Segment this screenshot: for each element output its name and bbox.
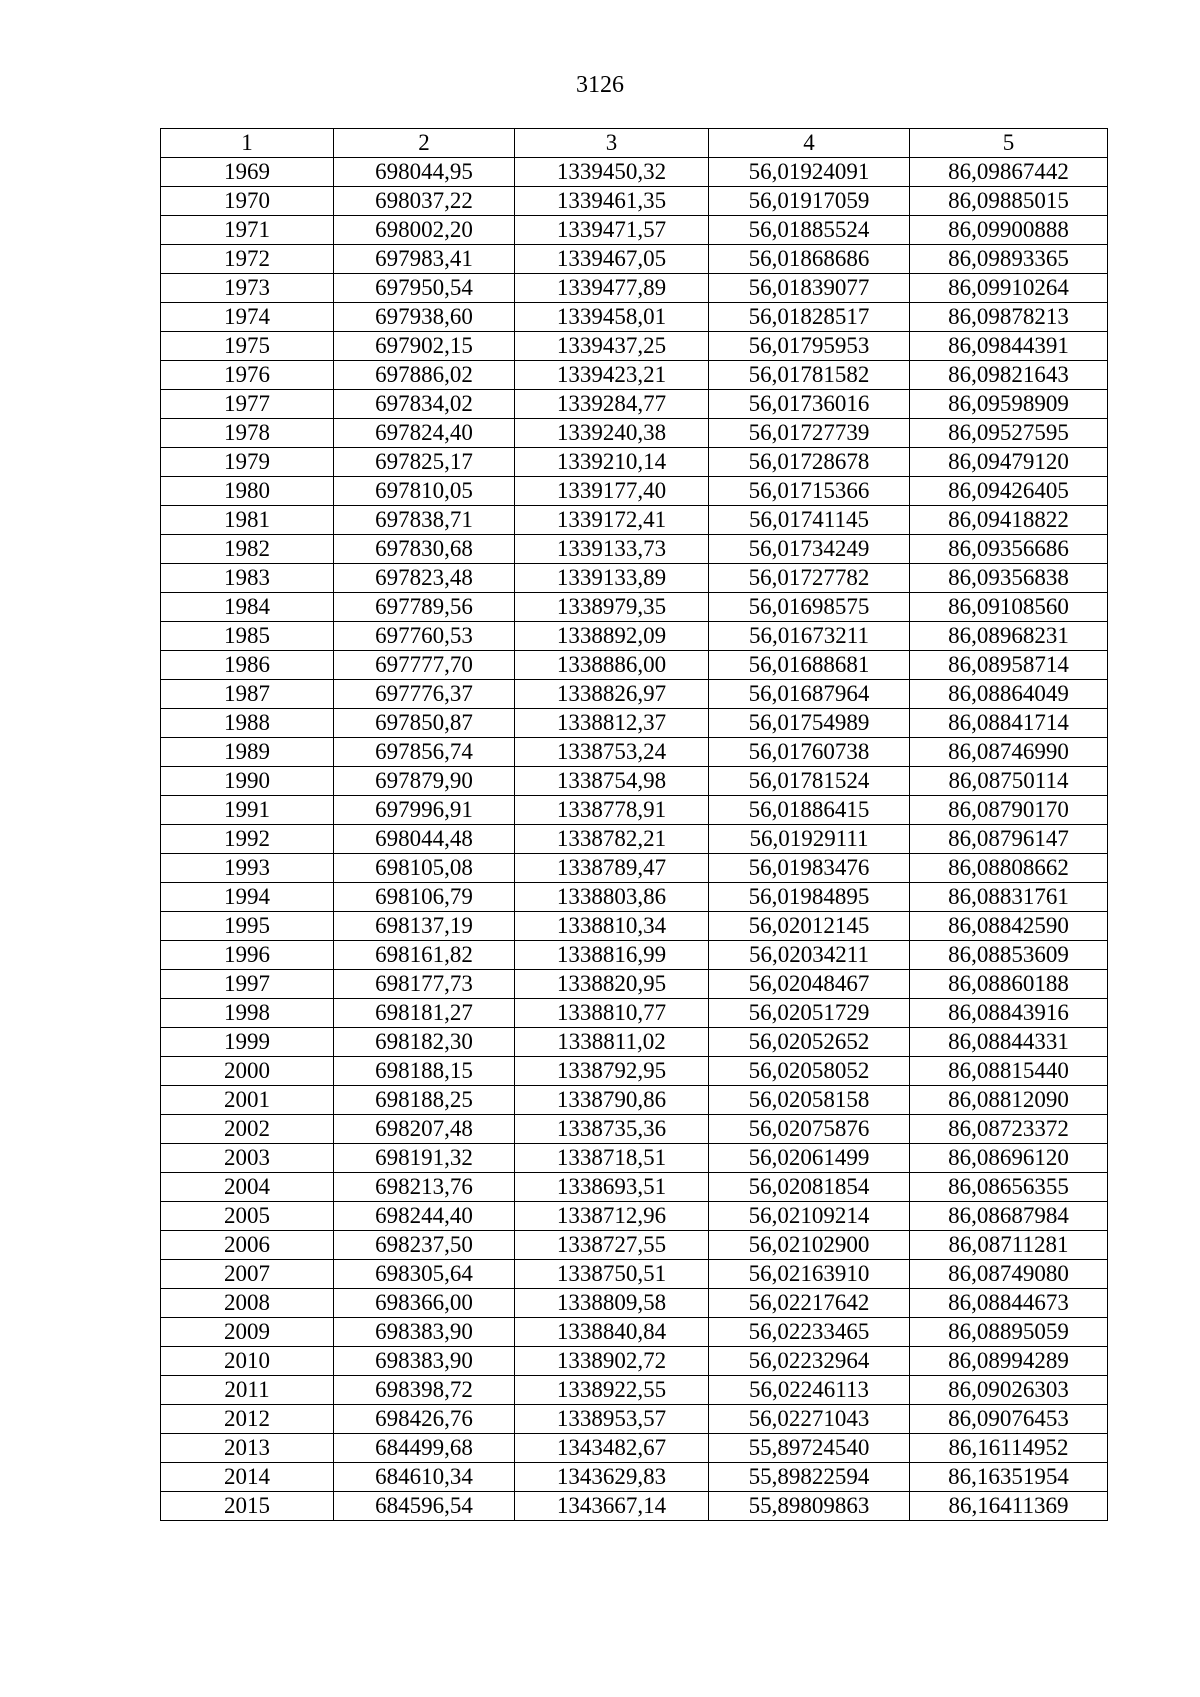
table-cell-col-5: 86,08831761 [910,883,1108,912]
table-row [161,1115,1108,1144]
table-cell-col-5: 86,08696120 [910,1144,1108,1173]
table-cell-col-2: 698398,72 [334,1376,515,1405]
table-cell-col-5: 86,09418822 [910,506,1108,535]
table-body [161,158,1108,1521]
table-cell-col-3: 1339210,14 [515,448,709,477]
table-cell-col-1: 2008 [161,1289,334,1318]
table-cell-col-3: 1339423,21 [515,361,709,390]
table-cell-col-2: 697856,74 [334,738,515,767]
table-cell-col-1: 2011 [161,1376,334,1405]
table-cell-col-2: 698207,48 [334,1115,515,1144]
table-cell-col-4: 56,01781524 [709,767,910,796]
table-row [161,535,1108,564]
table-cell-col-4: 56,02051729 [709,999,910,1028]
table-cell-col-4: 56,02058158 [709,1086,910,1115]
table-row [161,1463,1108,1492]
table-cell-col-5: 86,09867442 [910,158,1108,187]
table-row [161,1144,1108,1173]
table-cell-col-1: 2004 [161,1173,334,1202]
table-cell-col-2: 684610,34 [334,1463,515,1492]
table-cell-col-3: 1338953,57 [515,1405,709,1434]
table-cell-col-5: 86,09844391 [910,332,1108,361]
table-cell-col-3: 1338840,84 [515,1318,709,1347]
table-cell-col-4: 56,02048467 [709,970,910,999]
table-cell-col-5: 86,09893365 [910,245,1108,274]
table-cell-col-1: 1976 [161,361,334,390]
table-cell-col-1: 1978 [161,419,334,448]
table-cell-col-1: 1980 [161,477,334,506]
column-header-1: 1 [161,129,334,158]
table-cell-col-3: 1339467,05 [515,245,709,274]
table-cell-col-5: 86,08808662 [910,854,1108,883]
table-row [161,1376,1108,1405]
table-cell-col-5: 86,08895059 [910,1318,1108,1347]
table-cell-col-3: 1338792,95 [515,1057,709,1086]
table-cell-col-1: 1989 [161,738,334,767]
table-cell-col-4: 56,01728678 [709,448,910,477]
table-cell-col-1: 1983 [161,564,334,593]
table-cell-col-5: 86,16351954 [910,1463,1108,1492]
table-cell-col-5: 86,08853609 [910,941,1108,970]
table-cell-col-3: 1338712,96 [515,1202,709,1231]
table-cell-col-1: 2009 [161,1318,334,1347]
table-row [161,1405,1108,1434]
table-cell-col-5: 86,09479120 [910,448,1108,477]
table-cell-col-2: 698181,27 [334,999,515,1028]
table-cell-col-2: 697886,02 [334,361,515,390]
table-cell-col-2: 698191,32 [334,1144,515,1173]
table-cell-col-3: 1338886,00 [515,651,709,680]
table-cell-col-2: 697938,60 [334,303,515,332]
table-cell-col-4: 56,01673211 [709,622,910,651]
table-cell-col-2: 697823,48 [334,564,515,593]
table-cell-col-2: 698177,73 [334,970,515,999]
table-cell-col-4: 56,01736016 [709,390,910,419]
table-cell-col-5: 86,08864049 [910,680,1108,709]
table-cell-col-4: 56,01781582 [709,361,910,390]
table-cell-col-2: 698044,48 [334,825,515,854]
table-cell-col-5: 86,16114952 [910,1434,1108,1463]
table-cell-col-3: 1338753,24 [515,738,709,767]
table-row [161,1057,1108,1086]
table-cell-col-3: 1338754,98 [515,767,709,796]
table-cell-col-1: 1981 [161,506,334,535]
table-cell-col-1: 1992 [161,825,334,854]
table-cell-col-1: 1970 [161,187,334,216]
table-cell-col-3: 1339240,38 [515,419,709,448]
table-cell-col-2: 698182,30 [334,1028,515,1057]
table-cell-col-3: 1338727,55 [515,1231,709,1260]
table-cell-col-2: 698002,20 [334,216,515,245]
table-cell-col-4: 56,01727782 [709,564,910,593]
table-row [161,564,1108,593]
table-cell-col-1: 1987 [161,680,334,709]
table-cell-col-3: 1338826,97 [515,680,709,709]
table-cell-col-5: 86,08844673 [910,1289,1108,1318]
table-row [161,1173,1108,1202]
table-cell-col-3: 1338789,47 [515,854,709,883]
table-cell-col-3: 1338810,77 [515,999,709,1028]
table-cell-col-3: 1339471,57 [515,216,709,245]
table-cell-col-4: 56,01687964 [709,680,910,709]
table-cell-col-2: 684499,68 [334,1434,515,1463]
page-number: 3126 [576,72,624,98]
table-cell-col-5: 86,09426405 [910,477,1108,506]
table-cell-col-4: 56,02109214 [709,1202,910,1231]
table-cell-col-2: 697838,71 [334,506,515,535]
table-cell-col-1: 1973 [161,274,334,303]
table-cell-col-1: 1996 [161,941,334,970]
table-cell-col-5: 86,08815440 [910,1057,1108,1086]
table-cell-col-3: 1338809,58 [515,1289,709,1318]
table-cell-col-5: 86,09356838 [910,564,1108,593]
table-cell-col-5: 86,08796147 [910,825,1108,854]
table-cell-col-2: 697789,56 [334,593,515,622]
table-row [161,1347,1108,1376]
table-cell-col-2: 698105,08 [334,854,515,883]
table-cell-col-4: 56,02271043 [709,1405,910,1434]
data-table [160,128,1108,1521]
table-row [161,419,1108,448]
table-cell-col-3: 1338693,51 [515,1173,709,1202]
table-cell-col-1: 2003 [161,1144,334,1173]
table-row [161,332,1108,361]
table-cell-col-4: 56,02163910 [709,1260,910,1289]
column-header-3: 3 [515,129,709,158]
table-row [161,158,1108,187]
table-cell-col-3: 1339458,01 [515,303,709,332]
table-cell-col-1: 2012 [161,1405,334,1434]
table-cell-col-4: 56,02061499 [709,1144,910,1173]
table-cell-col-2: 697850,87 [334,709,515,738]
table-cell-col-3: 1339172,41 [515,506,709,535]
table-row [161,854,1108,883]
table-cell-col-2: 697879,90 [334,767,515,796]
table-cell-col-1: 1991 [161,796,334,825]
table-cell-col-5: 86,08860188 [910,970,1108,999]
table-cell-col-1: 1986 [161,651,334,680]
table-cell-col-3: 1338812,37 [515,709,709,738]
table-row [161,390,1108,419]
table-cell-col-5: 86,08750114 [910,767,1108,796]
table-cell-col-3: 1338810,34 [515,912,709,941]
table-cell-col-4: 56,02233465 [709,1318,910,1347]
table-cell-col-5: 86,09076453 [910,1405,1108,1434]
table-cell-col-1: 1969 [161,158,334,187]
table-cell-col-3: 1339437,25 [515,332,709,361]
table-cell-col-5: 86,08711281 [910,1231,1108,1260]
table-cell-col-1: 2001 [161,1086,334,1115]
table-cell-col-5: 86,09527595 [910,419,1108,448]
table-row [161,1318,1108,1347]
table-cell-col-3: 1339450,32 [515,158,709,187]
table-cell-col-3: 1343629,83 [515,1463,709,1492]
table-cell-col-1: 2015 [161,1492,334,1521]
table-cell-col-3: 1338790,86 [515,1086,709,1115]
table-row [161,1028,1108,1057]
table-cell-col-2: 697834,02 [334,390,515,419]
table-cell-col-1: 1993 [161,854,334,883]
table-cell-col-3: 1343667,14 [515,1492,709,1521]
table-cell-col-1: 1982 [161,535,334,564]
table-cell-col-4: 56,01727739 [709,419,910,448]
table-cell-col-5: 86,08656355 [910,1173,1108,1202]
table-row [161,825,1108,854]
table-cell-col-1: 1990 [161,767,334,796]
table-cell-col-1: 2010 [161,1347,334,1376]
table-row [161,1202,1108,1231]
table-cell-col-4: 56,01760738 [709,738,910,767]
table-cell-col-2: 684596,54 [334,1492,515,1521]
table-cell-col-4: 56,01715366 [709,477,910,506]
table-row [161,1434,1108,1463]
table-row [161,970,1108,999]
table-cell-col-1: 1995 [161,912,334,941]
table-cell-col-5: 86,09910264 [910,274,1108,303]
table-cell-col-3: 1339284,77 [515,390,709,419]
table-cell-col-4: 56,01886415 [709,796,910,825]
table-cell-col-1: 1984 [161,593,334,622]
table-cell-col-3: 1339133,73 [515,535,709,564]
table-cell-col-1: 2013 [161,1434,334,1463]
table-cell-col-3: 1338750,51 [515,1260,709,1289]
table-cell-col-2: 698213,76 [334,1173,515,1202]
table-row [161,187,1108,216]
table-cell-col-2: 698244,40 [334,1202,515,1231]
table-cell-col-2: 697776,37 [334,680,515,709]
table-cell-col-3: 1338718,51 [515,1144,709,1173]
table-cell-col-3: 1339477,89 [515,274,709,303]
table-row [161,506,1108,535]
table-cell-col-5: 86,08812090 [910,1086,1108,1115]
table-row [161,622,1108,651]
table-row [161,216,1108,245]
table-cell-col-3: 1338979,35 [515,593,709,622]
table-cell-col-4: 56,02058052 [709,1057,910,1086]
table-cell-col-4: 56,01754989 [709,709,910,738]
table-cell-col-1: 2000 [161,1057,334,1086]
table-row [161,680,1108,709]
table-cell-col-3: 1338803,86 [515,883,709,912]
table-cell-col-5: 86,09900888 [910,216,1108,245]
table-cell-col-2: 697902,15 [334,332,515,361]
table-cell-col-4: 56,01741145 [709,506,910,535]
table-cell-col-5: 86,09356686 [910,535,1108,564]
table-cell-col-5: 86,08843916 [910,999,1108,1028]
table-cell-col-5: 86,08687984 [910,1202,1108,1231]
table-cell-col-2: 698044,95 [334,158,515,187]
table-cell-col-2: 698188,15 [334,1057,515,1086]
table-cell-col-3: 1338816,99 [515,941,709,970]
table-cell-col-3: 1338782,21 [515,825,709,854]
table-cell-col-3: 1338735,36 [515,1115,709,1144]
table-cell-col-4: 56,01688681 [709,651,910,680]
table-cell-col-2: 697950,54 [334,274,515,303]
table-cell-col-1: 1974 [161,303,334,332]
table-cell-col-3: 1338922,55 [515,1376,709,1405]
table-cell-col-3: 1338811,02 [515,1028,709,1057]
table-cell-col-1: 2005 [161,1202,334,1231]
table-cell-col-5: 86,09026303 [910,1376,1108,1405]
table-cell-col-2: 698161,82 [334,941,515,970]
table-cell-col-1: 2014 [161,1463,334,1492]
table-cell-col-2: 697996,91 [334,796,515,825]
table-cell-col-5: 86,09598909 [910,390,1108,419]
table-cell-col-1: 1977 [161,390,334,419]
table-row [161,361,1108,390]
table-cell-col-3: 1339177,40 [515,477,709,506]
table-row [161,1289,1108,1318]
table-cell-col-2: 697810,05 [334,477,515,506]
table-cell-col-3: 1338892,09 [515,622,709,651]
table-cell-col-2: 698383,90 [334,1318,515,1347]
table-cell-col-2: 698037,22 [334,187,515,216]
table-cell-col-5: 86,08790170 [910,796,1108,825]
table-cell-col-3: 1338778,91 [515,796,709,825]
table-row [161,651,1108,680]
table-cell-col-4: 56,01929111 [709,825,910,854]
table-cell-col-4: 56,02081854 [709,1173,910,1202]
column-header-5: 5 [910,129,1108,158]
table-row [161,1260,1108,1289]
table-cell-col-1: 1979 [161,448,334,477]
table-row [161,303,1108,332]
table-cell-col-2: 698137,19 [334,912,515,941]
table-cell-col-2: 697830,68 [334,535,515,564]
table-cell-col-4: 56,01885524 [709,216,910,245]
table-cell-col-4: 56,01984895 [709,883,910,912]
column-header-2: 2 [334,129,515,158]
table-row [161,1492,1108,1521]
header-row [161,129,1108,158]
table-cell-col-5: 86,09821643 [910,361,1108,390]
table-cell-col-4: 56,02232964 [709,1347,910,1376]
table-row [161,709,1108,738]
table-cell-col-5: 86,09108560 [910,593,1108,622]
table-cell-col-4: 56,02075876 [709,1115,910,1144]
table-cell-col-5: 86,08723372 [910,1115,1108,1144]
table-row [161,941,1108,970]
table-cell-col-5: 86,08958714 [910,651,1108,680]
table-cell-col-3: 1338820,95 [515,970,709,999]
table-row [161,274,1108,303]
table-cell-col-5: 86,09878213 [910,303,1108,332]
table-cell-col-1: 1988 [161,709,334,738]
table-cell-col-2: 698188,25 [334,1086,515,1115]
table-cell-col-2: 697777,70 [334,651,515,680]
table-row [161,738,1108,767]
table-cell-col-4: 56,02102900 [709,1231,910,1260]
table-row [161,796,1108,825]
table-cell-col-4: 56,01839077 [709,274,910,303]
table-cell-col-2: 697825,17 [334,448,515,477]
table-cell-col-2: 697983,41 [334,245,515,274]
table-cell-col-3: 1343482,67 [515,1434,709,1463]
table-cell-col-4: 56,01868686 [709,245,910,274]
table-cell-col-5: 86,09885015 [910,187,1108,216]
table-cell-col-5: 86,08844331 [910,1028,1108,1057]
table-cell-col-1: 1997 [161,970,334,999]
table-cell-col-3: 1338902,72 [515,1347,709,1376]
table-cell-col-4: 55,89724540 [709,1434,910,1463]
table-cell-col-4: 55,89809863 [709,1492,910,1521]
table-cell-col-4: 56,01828517 [709,303,910,332]
table-cell-col-5: 86,08841714 [910,709,1108,738]
table-row [161,883,1108,912]
table-cell-col-2: 698305,64 [334,1260,515,1289]
table-cell-col-2: 697824,40 [334,419,515,448]
table-cell-col-4: 56,01917059 [709,187,910,216]
table-cell-col-5: 86,08994289 [910,1347,1108,1376]
table-cell-col-2: 698426,76 [334,1405,515,1434]
table-cell-col-1: 1975 [161,332,334,361]
table-row [161,1231,1108,1260]
table-cell-col-4: 56,02217642 [709,1289,910,1318]
table-cell-col-5: 86,08968231 [910,622,1108,651]
table-cell-col-1: 1971 [161,216,334,245]
table-row [161,245,1108,274]
table-cell-col-2: 698106,79 [334,883,515,912]
table-cell-col-1: 2002 [161,1115,334,1144]
table-row [161,593,1108,622]
table-cell-col-4: 56,02052652 [709,1028,910,1057]
table-cell-col-3: 1339461,35 [515,187,709,216]
table-cell-col-4: 55,89822594 [709,1463,910,1492]
table-cell-col-3: 1339133,89 [515,564,709,593]
table-cell-col-5: 86,08746990 [910,738,1108,767]
table-cell-col-4: 56,01983476 [709,854,910,883]
table-cell-col-2: 698366,00 [334,1289,515,1318]
table-cell-col-5: 86,08842590 [910,912,1108,941]
table-row [161,448,1108,477]
table-cell-col-2: 697760,53 [334,622,515,651]
table-row [161,1086,1108,1115]
table-cell-col-1: 1999 [161,1028,334,1057]
column-header-4: 4 [709,129,910,158]
table-cell-col-1: 1985 [161,622,334,651]
table-cell-col-4: 56,02034211 [709,941,910,970]
table-cell-col-4: 56,02246113 [709,1376,910,1405]
table-cell-col-4: 56,01924091 [709,158,910,187]
table-cell-col-4: 56,01698575 [709,593,910,622]
table-row [161,477,1108,506]
table-header [161,129,1108,158]
table-cell-col-2: 698383,90 [334,1347,515,1376]
table-row [161,767,1108,796]
table-row [161,912,1108,941]
table-cell-col-2: 698237,50 [334,1231,515,1260]
table-cell-col-4: 56,01795953 [709,332,910,361]
table-cell-col-1: 2006 [161,1231,334,1260]
table-cell-col-1: 1994 [161,883,334,912]
table-cell-col-4: 56,01734249 [709,535,910,564]
table-cell-col-1: 2007 [161,1260,334,1289]
table-cell-col-4: 56,02012145 [709,912,910,941]
table-cell-col-5: 86,08749080 [910,1260,1108,1289]
table-cell-col-5: 86,16411369 [910,1492,1108,1521]
table-cell-col-1: 1998 [161,999,334,1028]
table-row [161,999,1108,1028]
table-cell-col-1: 1972 [161,245,334,274]
